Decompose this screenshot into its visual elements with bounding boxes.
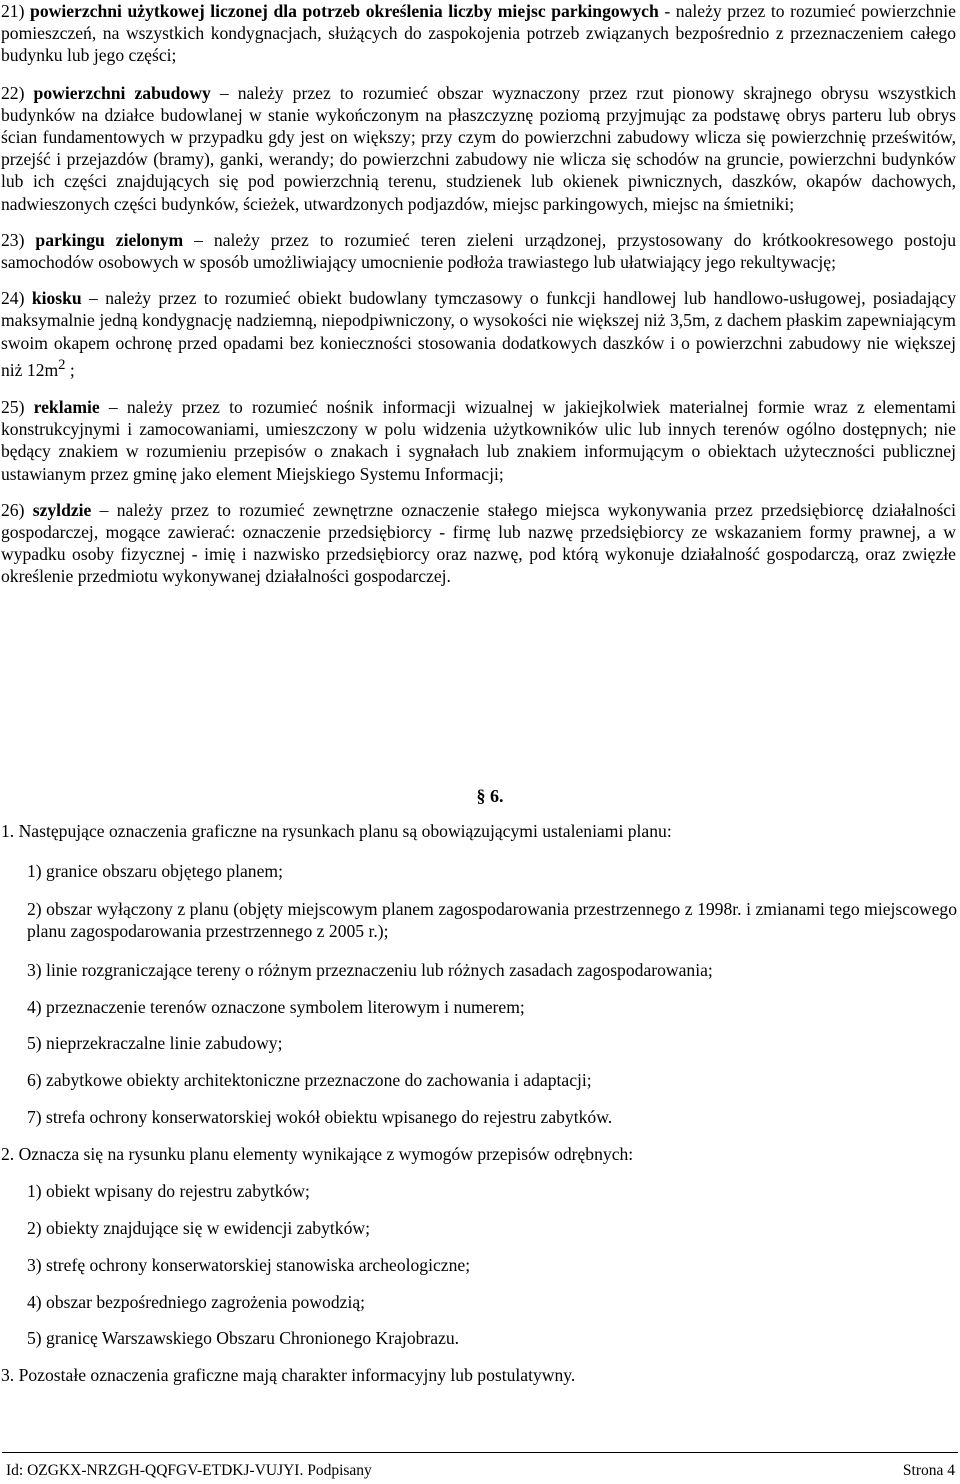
definition-text: - należy przez to rozumieć powierzchnie pomieszczeń, na wszystkich kondygnacjach, służących do zaspokojenia potrzeb związanych bezpośrednio z przeznaczeniem całego budynku lub jego części; (1, 1, 956, 66)
definition-text: – należy przez to rozumieć zewnętrzne oznaczenie stałego miejsca wykonywania przez przedsiębiorcę działalności gospodarczej, mogące zawierać: oznaczenie przedsiębiorcy - firmę lub nazwę przedsiębiorcy ze wskazaniem formy prawnej, a w wypadku osoby fizycznej - imię i nazwisko przedsiębiorcy oraz nazwę, pod którą wykonuje działalność gospodarczą, oraz zwięzłe określenie przedmiotu wykonywanej działalności gospodarczej. (1, 499, 956, 587)
list-item: 7) strefa ochrony konserwatorskiej wokół obiektu wpisanego do rejestru zabytków. (27, 1107, 613, 1127)
list-item: 4) obszar bezpośredniego zagrożenia powodzią; (27, 1292, 366, 1312)
definition-text: – należy przez to rozumieć obszar wyznaczony przez rzut pionowy skrajnego obrysu wszystkich budynków na działce budowlanej w stanie wykończonym na płaszczyznę poziomą przyjmując za podstawę obrys parteru lub obrys ścian fundamentowych w przypadku gdy jest on większy; przy czym do powierzchni zabudowy wlicza się powierzchnię prześwitów, przejść i przejazdów (bramy), ganki, werandy; do powierzchni zabudowy nie wlicza się schodów na gruncie, powierzchni budynków lub ich części znajdujących się pod powierzchnią terenu, studzienek lub okienek piwnicznych, daszków, okapów dachowych, nadwieszonych części budynków, ścieżek, utwardzonych podjazdów, miejsc parkingowych, miejsc na śmietniki; (1, 82, 956, 214)
list-item: 3) linie rozgraniczające tereny o różnym przeznaczeniu lub różnych zasadach zagospodarowania; (27, 960, 713, 980)
page-footer (0, 1449, 960, 1484)
definition-term: kiosku (31, 288, 82, 309)
definition-22 (1, 82, 956, 215)
page-number: Strona 4 (902, 1462, 955, 1479)
definition-26 (1, 499, 956, 588)
definition-term: reklamie (33, 396, 100, 417)
superscript: 2 (58, 356, 66, 373)
definition-term: powierzchni zabudowy (33, 82, 211, 103)
list-item: 5) nieprzekraczalne linie zabudowy; (27, 1033, 283, 1053)
definition-text: – należy przez to rozumieć teren zieleni urządzonej, przystosowany do krótkookresowego postoju samochodów osobowych w sposób umożliwiający umocnienie podłoża trawiastego lub ułatwiający jego rekultywację; (1, 229, 956, 273)
list-item: 4) przeznaczenie terenów oznaczone symbolem literowym i numerem; (27, 997, 525, 1017)
document-id: Id: OZGKX-NRZGH-QQFGV-ETDKJ-VUJYI. Podpisany (6, 1462, 372, 1479)
definition-21 (1, 0, 956, 67)
definition-text: – należy przez to rozumieć obiekt budowlany tymczasowy o funkcji handlowej lub handlowo-usługowej, posiadający maksymalnie jedną kondygnację nadziemną, niepodpiwniczony, o wysokości nie większej niż 3,5m, z dachem płaskim zapewniającym swoim okapem ochronę przed opadami bez konieczności stosowania dodatkowych daszków i o powierzchni zabudowy nie większej niż 12m (1, 288, 956, 380)
list-item: 3) strefę ochrony konserwatorskiej stanowiska archeologiczne; (27, 1255, 471, 1275)
definition-text: – należy przez to rozumieć nośnik informacji wizualnej w jakiejkolwiek materialnej formie wraz z elementami konstrukcyjnymi i zamocowaniami, umieszczony w polu widzenia użytkowników ulic lub innych terenów ogólno dostępnych; nie będący znakiem w rozumieniu przepisów o znakach i sygnałach lub znakiem informującym o obiektach użyteczności publicznej ustawianym przez gminę jako element Miejskiego Systemu Informacji; (1, 396, 956, 484)
definition-24 (1, 287, 956, 381)
paragraph-text: 3. Pozostałe oznaczenia graficzne mają charakter informacyjny lub postulatywny. (1, 1365, 576, 1385)
paragraph-intro: 2. Oznacza się na rysunku planu elementy wynikające z wymogów przepisów odrębnych: (1, 1144, 634, 1164)
definition-number: 23) (1, 229, 25, 250)
definition-tail: ; (65, 359, 75, 380)
list-item: 1) granice obszaru objętego planem; (27, 861, 283, 881)
definition-term: powierzchni użytkowej liczonej dla potrzeb określenia liczby miejsc parkingowych (30, 1, 659, 21)
definition-number: 25) (1, 396, 25, 417)
footer-divider (2, 1452, 958, 1453)
list-item: 1) obiekt wpisany do rejestru zabytków; (27, 1181, 310, 1201)
definition-term: parkingu zielonym (35, 229, 184, 250)
list-item: 5) granicę Warszawskiego Obszaru Chronionego Krajobrazu. (27, 1328, 460, 1348)
definition-number: 21) (1, 1, 25, 21)
definitions-list (1, 0, 956, 588)
section-heading (0, 786, 960, 807)
definition-23 (1, 229, 956, 273)
definition-number: 24) (1, 288, 25, 309)
section-number: § 6. (476, 786, 504, 806)
definition-number: 22) (1, 82, 25, 103)
list-item: 2) obiekty znajdujące się w ewidencji zabytków; (27, 1218, 370, 1238)
list-item: 6) zabytkowe obiekty architektoniczne przeznaczone do zachowania i adaptacji; (27, 1070, 592, 1090)
definition-25 (1, 396, 956, 485)
list-item: 2) obszar wyłączony z planu (objęty miejscowym planem zagospodarowania przestrzennego z 1998r. i zmianami tego miejscowego planu zagospodarowania przestrzennego z 2005 r.); (27, 899, 957, 941)
definition-number: 26) (1, 499, 25, 520)
paragraph-intro: 1. Następujące oznaczenia graficzne na rysunkach planu są obowiązującymi ustaleniami planu: (1, 821, 672, 841)
definition-term: szyldzie (32, 499, 92, 520)
